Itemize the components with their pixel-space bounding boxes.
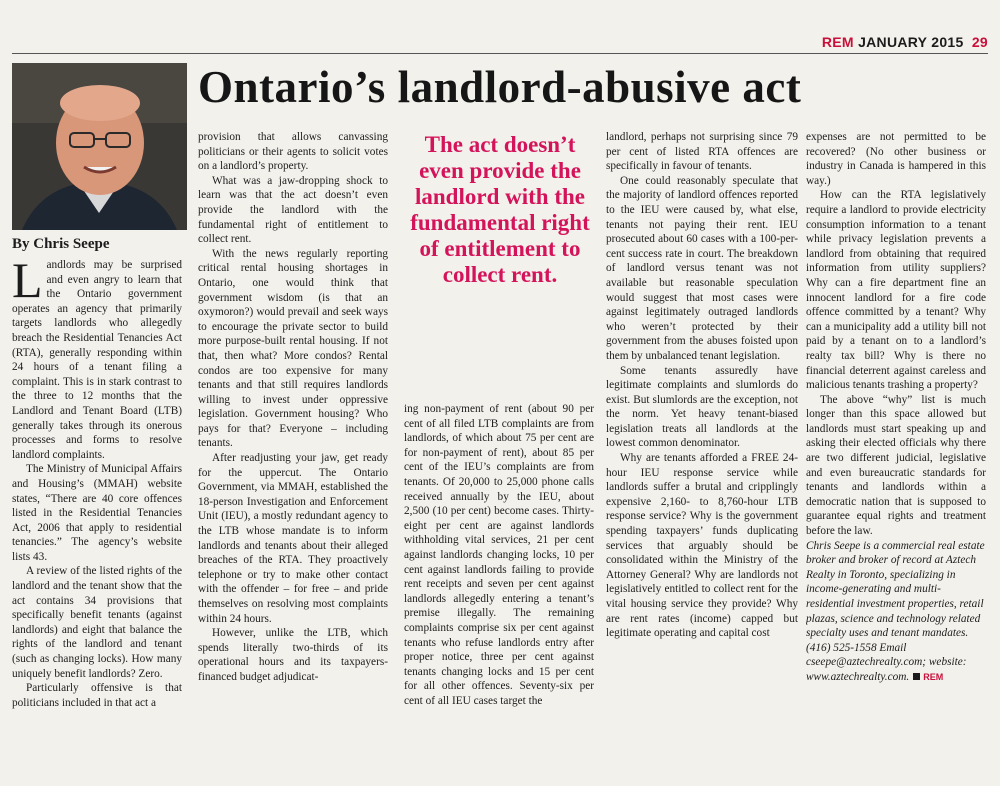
paragraph: ing non-payment of rent (about 90 per cent of all filed LTB complaints are from landlords, of which about 75 per cent are for non-payment of rent), about 85 per cent of the IEU’s complaints are from tenants. Of 20,000 to 25,000 phone calls received annually by the IEU, about 2,500 (10 per cent) become cases. Thirty-eight per cent are against landlords withholding vital services, 21 per cent against landlords changing locks, 10 per cent against landlords failing to provide rent receipts and seven per cent against landlords allegedly entering a tenant’s premise illegally. The remaining complaints comprise six per cent against tenants who refuse landlords entry after proper notice, three per cent against tenants changing locks and 15 per cent for all other offences. Seventy-six per cent of all IEU cases target the: [404, 403, 594, 707]
paragraph: landlord, perhaps not surprising since 79 per cent of listed RTA offences are specifically in favour of tenants.: [606, 131, 798, 173]
author-photo: [12, 63, 187, 230]
article-column-2: [198, 130, 388, 780]
author-bio: Chris Seepe is a commercial real estate broker and broker of record at Aztech Realty in Toronto, specializing in income-generating and multi-residential investment properties, retail plazas, science and technology related specialty uses and tenant mandates. (416) 525-1558 Email cseepe@aztechrealty.com; website: www.aztechrealty.com. REM: [806, 539, 985, 683]
article-column-4: [606, 130, 798, 780]
byline: By Chris Seepe: [12, 236, 110, 252]
paragraph: Why are tenants afforded a FREE 24-hour IEU response service while landlords suffer a brutal and cripplingly expensive 2,160- to 8,760-hour LTB response service? Why is the government spending taxpayers’ funds duplicating services that arguably should be consolidated within the Ministry of the Attorney General? Why are landlords not legislatively entitled to collect rent for the vital housing service they provide? Why are rent rates (income) capped but legitimate operating and capital cost: [606, 452, 798, 640]
end-mark-label: REM: [923, 671, 944, 682]
end-mark-icon: [913, 673, 920, 680]
paragraph: Landlords may be surprised and even angry to learn that the Ontario government operates an agency that primarily targets landlords who allegedly breach the Residential Tenancies Act (RTA), generally responding within 24 hours of a tenant filing a complaint. This is in stark contrast to the three to 12 months that the Landlord and Tenant Board (LTB) generally takes through its onerous processes and forms to resolve landlord complaints.: [12, 258, 182, 461]
paragraph: One could reasonably speculate that the majority of landlord offences reported to the IEU were caused by, what else, tenants not paying their rent. IEU prosecuted about 60 cases with a 100-per-cent success rate in court. The breakdown of landlord versus tenant was not available but reasonable speculation would suggest that most cases were against legitimately outraged landlords who weren’t protected by their government from the abuses foisted upon them by unbalanced tenant legislation.: [606, 174, 798, 362]
author-portrait-image: [12, 63, 187, 230]
header-rule: [12, 53, 988, 54]
paragraph: How can the RTA legislatively require a landlord to provide electricity consumption information to a tenant while privacy legislation prevents a landlord from obtaining that required information from utility suppliers? Why can a fire department fine an innocent landlord for a fire code offence committed by a tenant? Why can a municipality add a utility bill not paid by a tenant on to a landlord’s realty tax bill? Why is there no financial deterrent against careless and malicious tenants trashing a property?: [806, 189, 986, 392]
paragraph: However, unlike the LTB, which spends literally two-thirds of its operational hours and its taxpayers-financed budget adjudicat-: [198, 627, 388, 683]
pull-quote: The act doesn’t even provide the landlord with the fundamental right of entitlement to collect rent.: [410, 132, 590, 287]
page-number: 29: [971, 34, 988, 50]
paragraph: Particularly offensive is that politicians included in that act a: [12, 682, 182, 709]
article-column-5: [806, 130, 986, 780]
headline: Ontario’s landlord-abusive act: [198, 62, 802, 112]
publication-name: REM: [821, 34, 854, 50]
paragraph: expenses are not permitted to be recovered? (No other business or industry in Canada is hampered in this way.): [806, 131, 986, 187]
issue-date: JANUARY 2015: [858, 34, 964, 50]
article-column-3: [404, 402, 594, 782]
paragraph: After readjusting your jaw, get ready for the uppercut. The Ontario Government, via MMAH, established the 18-person Investigation and Enforcement Unit (IEU), a mostly redundant agency to the LTB whose mandate is to inform landlords and tenants about their alleged breaches of the RTA. They proactively telephone or try to make other contact with the offender – for free – and pride themselves on resolving most complaints within 24 hours.: [198, 452, 388, 625]
paragraph: Some tenants assuredly have legitimate complaints and slumlords do exist. But slumlords are the exception, not the norm. Yet heavy tenant-biased legislation treats all landlords at the lowest common denominator.: [606, 364, 798, 450]
article-column-1: [12, 258, 182, 778]
paragraph: The above “why” list is much longer than this space allowed but landlords must start speaking up and asking their elected officials why there are two different judicial, legislative and even bureaucratic standards for tenants and landlords within a democratic nation that is supposed to guarantee equal rights and treatment before the law.: [806, 393, 986, 538]
paragraph: What was a jaw-dropping shock to learn was that the act doesn’t even provide the landlord with the fundamental right of entitlement to collect rent.: [198, 174, 388, 246]
drop-cap: L: [12, 258, 43, 308]
page-header: [12, 34, 988, 50]
paragraph: provision that allows canvassing politicians or their agents to solicit votes on a landlord’s property.: [198, 131, 388, 173]
paragraph: With the news regularly reporting critical rental housing shortages in Ontario, one would think that government wisdom (is that an oxymoron?) would prevail and seek ways to encourage the private sector to build more purpose-built rental housing. If not that, then what? More condos? Rental condos are too expensive for many tenants and that still requires landlords willing to invest under oppressive legislation. Government housing? Who pays for that? Everyone – including tenants.: [198, 247, 388, 450]
paragraph: A review of the listed rights of the landlord and the tenant show that the act contains 34 provisions that specifically benefit tenants (against landlords) and eight that balance the rights of the landlord and tenant (such as changing locks). How many uniquely benefit landlords? Zero.: [12, 565, 182, 680]
paragraph: The Ministry of Municipal Affairs and Housing’s (MMAH) website states, “There are 40 core offences listed in the Residential Tenancies Act, 2006 that apply to residential tenancies.” The agency’s website lists 43.: [12, 463, 182, 563]
